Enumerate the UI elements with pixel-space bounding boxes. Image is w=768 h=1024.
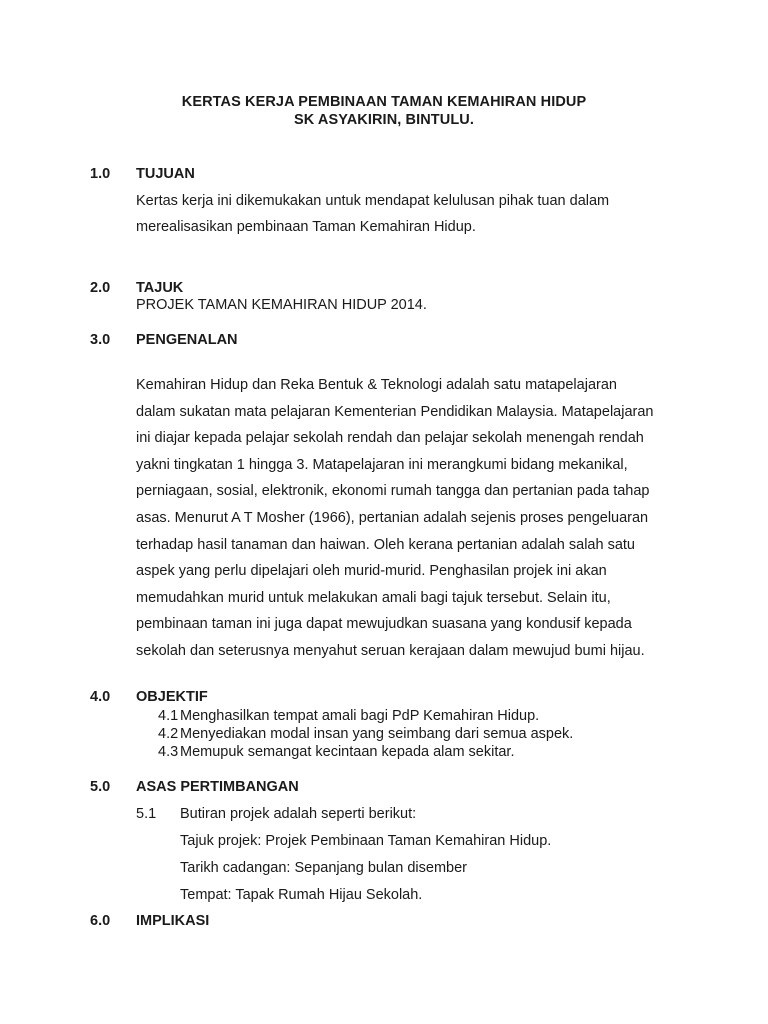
section-3-heading: PENGENALAN [136,332,238,348]
section-4-heading: OBJEKTIF [136,689,208,705]
objective-text: Memupuk semangat kecintaan kepada alam sekitar. [180,744,515,760]
objective-item [158,708,539,724]
section-3-line-1: Kemahiran Hidup dan Reka Bentuk & Teknologi adalah satu matapelajaran [136,377,617,393]
section-3-line-6: asas. Menurut A T Mosher (1966), pertanian adalah sejenis proses pengeluaran [136,509,649,526]
section-5-number: 5.0 [90,779,111,795]
section-3-number: 3.0 [90,332,111,348]
project-detail: Tajuk projek: Projek Pembinaan Taman Kemahiran Hidup. [180,833,552,849]
objective-item [158,744,515,760]
objective-number: 4.1 [158,708,179,724]
section-4-number: 4.0 [90,689,111,705]
section-1-heading: TUJUAN [136,166,195,182]
objective-number: 4.2 [158,726,179,742]
objective-text: Menghasilkan tempat amali bagi PdP Kemahiran Hidup. [180,708,540,724]
section-3-line-5: perniagaan, sosial, elektronik, ekonomi rumah tangga dan pertanian pada tahap [136,483,650,500]
objective-number: 4.3 [158,744,179,760]
section-5-sub-number: 5.1 [136,806,157,822]
section-1-line-1: Kertas kerja ini dikemukakan untuk mendapat kelulusan pihak tuan dalam [136,193,610,209]
section-3-line-7: terhadap hasil tanaman dan haiwan. Oleh kerana pertanian adalah salah satu [136,536,635,553]
section-3-line-9: memudahkan murid untuk melakukan amali bagi tajuk tersebut. Selain itu, [136,589,611,606]
section-2-number: 2.0 [90,280,111,296]
document-title-line1: KERTAS KERJA PEMBINAAN TAMAN KEMAHIRAN HIDUP [181,94,587,110]
section-3-line-11: sekolah dan seterusnya menyahut seruan kerajaan dalam mewujud bumi hijau. [136,642,645,659]
objective-text: Menyediakan modal insan yang seimbang dari semua aspek. [180,726,574,742]
section-5-sub-intro: Butiran projek adalah seperti berikut: [180,806,417,822]
section-2-heading: TAJUK [136,280,184,296]
section-6-number: 6.0 [90,913,111,929]
document-title-line2: SK ASYAKIRIN, BINTULU. [294,112,474,128]
section-6-heading: IMPLIKASI [136,913,210,929]
section-1-number: 1.0 [90,166,111,182]
section-3-paragraph [136,372,677,665]
project-detail: Tarikh cadangan: Sepanjang bulan disember [180,860,467,876]
objective-item [158,726,573,742]
section-3-line-10: pembinaan taman ini juga dapat mewujudkan suasana yang kondusif kepada [136,616,632,633]
section-3-line-8: aspek yang perlu dipelajari oleh murid-murid. Penghasilan projek ini akan [136,563,607,580]
project-detail: Tempat: Tapak Rumah Hijau Sekolah. [180,887,423,903]
section-3-line-4: yakni tingkatan 1 hingga 3. Matapelajaran ini merangkumi bidang mekanikal, [136,456,628,473]
section-3-line-3: ini diajar kepada pelajar sekolah rendah dan pelajar sekolah menengah rendah [136,430,644,447]
section-3-line-2: dalam sukatan mata pelajaran Kementerian Pendidikan Malaysia. Matapelajaran [136,403,654,420]
section-1-line-2: merealisasikan pembinaan Taman Kemahiran Hidup. [136,219,476,235]
section-5-heading: ASAS PERTIMBANGAN [136,779,299,795]
section-2-line-1: PROJEK TAMAN KEMAHIRAN HIDUP 2014. [136,297,427,313]
